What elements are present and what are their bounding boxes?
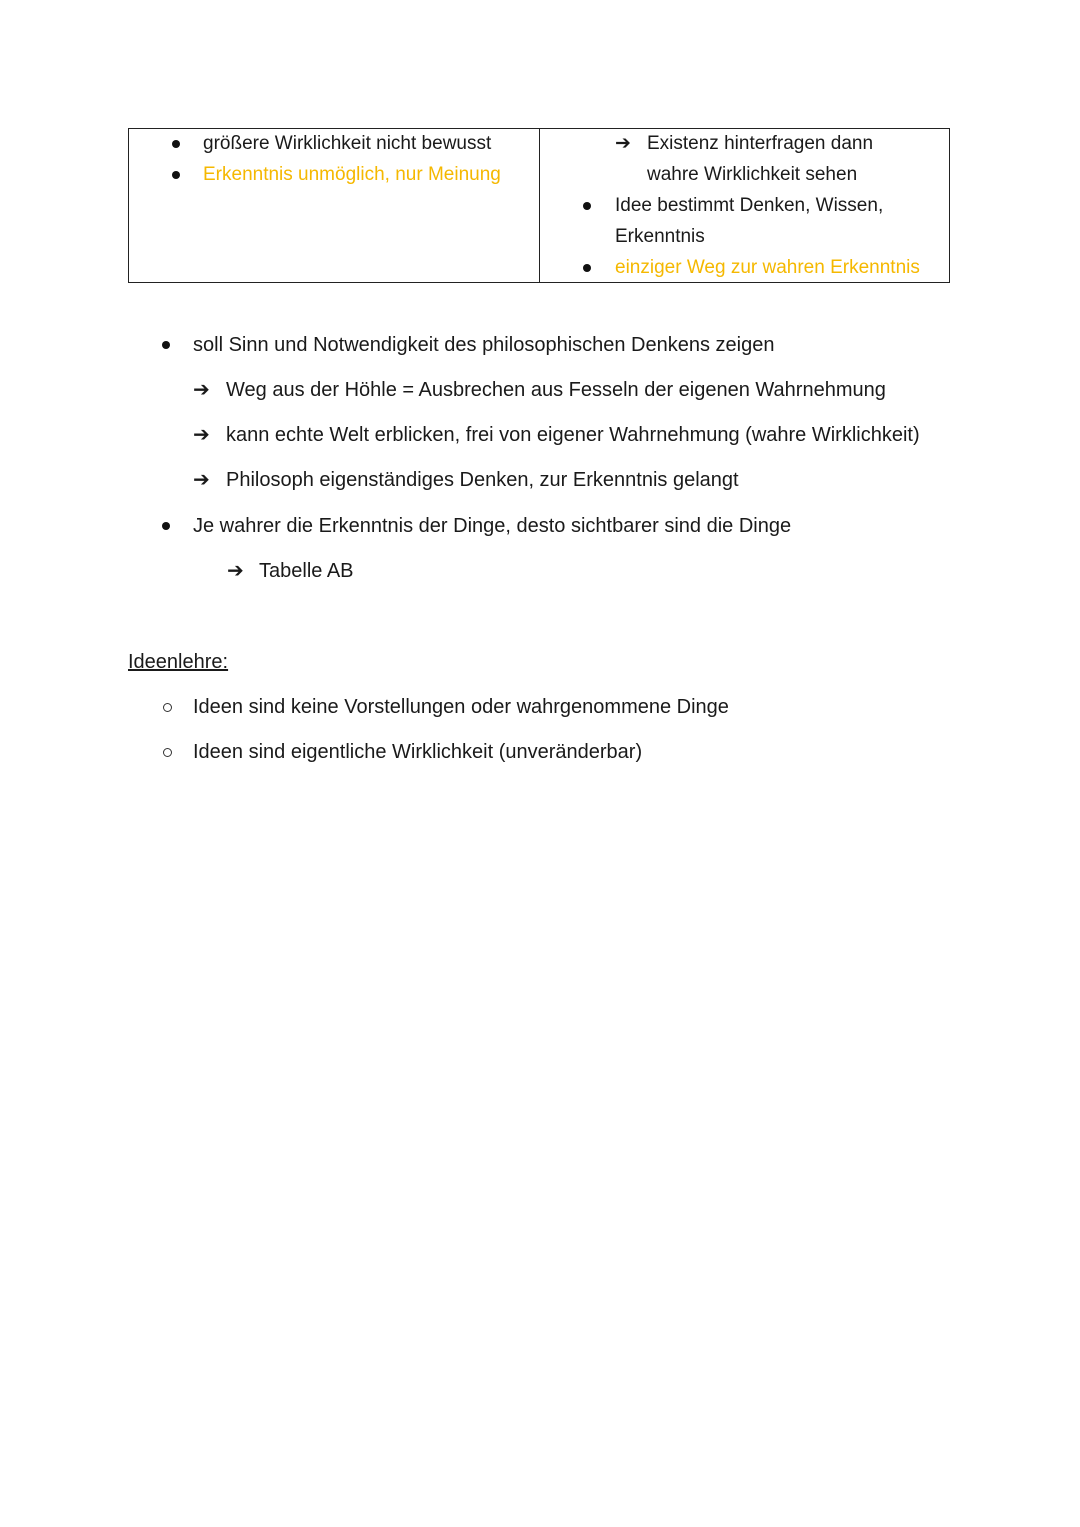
main-bullet-1: soll Sinn und Notwendigkeit des philosophischen Denkens zeigen [193,334,775,356]
bullet-icon [583,264,591,272]
comparison-table [128,128,950,283]
right-bullet-2: einziger Weg zur wahren Erkenntnis [615,257,920,278]
circle-bullet-icon [163,748,172,757]
left-bullet-2: Erkenntnis unmöglich, nur Meinung [203,164,501,185]
section-heading: Ideenlehre: [128,651,229,673]
arrow-line-2: kann echte Welt erblicken, frei von eigener Wahrnehmung (wahre Wirklichkeit) [226,424,920,446]
arrow-icon: ➔ [193,424,210,446]
table-left-column [129,129,540,282]
main-bullet-2: Je wahrer die Erkenntnis der Dinge, desto sichtbarer sind die Dinge [193,515,792,537]
right-bullet-1-line-1: Idee bestimmt Denken, Wissen, [615,195,884,216]
right-bullet-1-line-2: Erkenntnis [615,226,705,247]
arrow-icon: ➔ [193,379,210,401]
bullet-icon [162,522,170,530]
ideen-item-2: Ideen sind eigentliche Wirklichkeit (unveränderbar) [193,741,643,763]
ideen-item-1: Ideen sind keine Vorstellungen oder wahrgenommene Dinge [193,696,729,718]
arrow-line-1: Weg aus der Höhle = Ausbrechen aus Fesseln der eigenen Wahrnehmung [226,379,886,401]
right-arrow-line-1: Existenz hinterfragen dann [647,133,874,154]
bullet-icon [172,171,180,179]
bullet-icon [583,202,591,210]
circle-bullet-icon [163,703,172,712]
sub-arrow-line: Tabelle AB [259,560,354,582]
right-arrow-line-2: wahre Wirklichkeit sehen [647,164,858,185]
arrow-icon: ➔ [227,560,244,582]
left-bullet-1: größere Wirklichkeit nicht bewusst [203,133,492,154]
arrow-line-3: Philosoph eigenständiges Denken, zur Erkenntnis gelangt [226,469,739,491]
bullet-icon [172,140,180,148]
bullet-icon [162,341,170,349]
table-right-column [540,129,949,282]
arrow-icon: ➔ [615,133,631,154]
arrow-icon: ➔ [193,469,210,491]
